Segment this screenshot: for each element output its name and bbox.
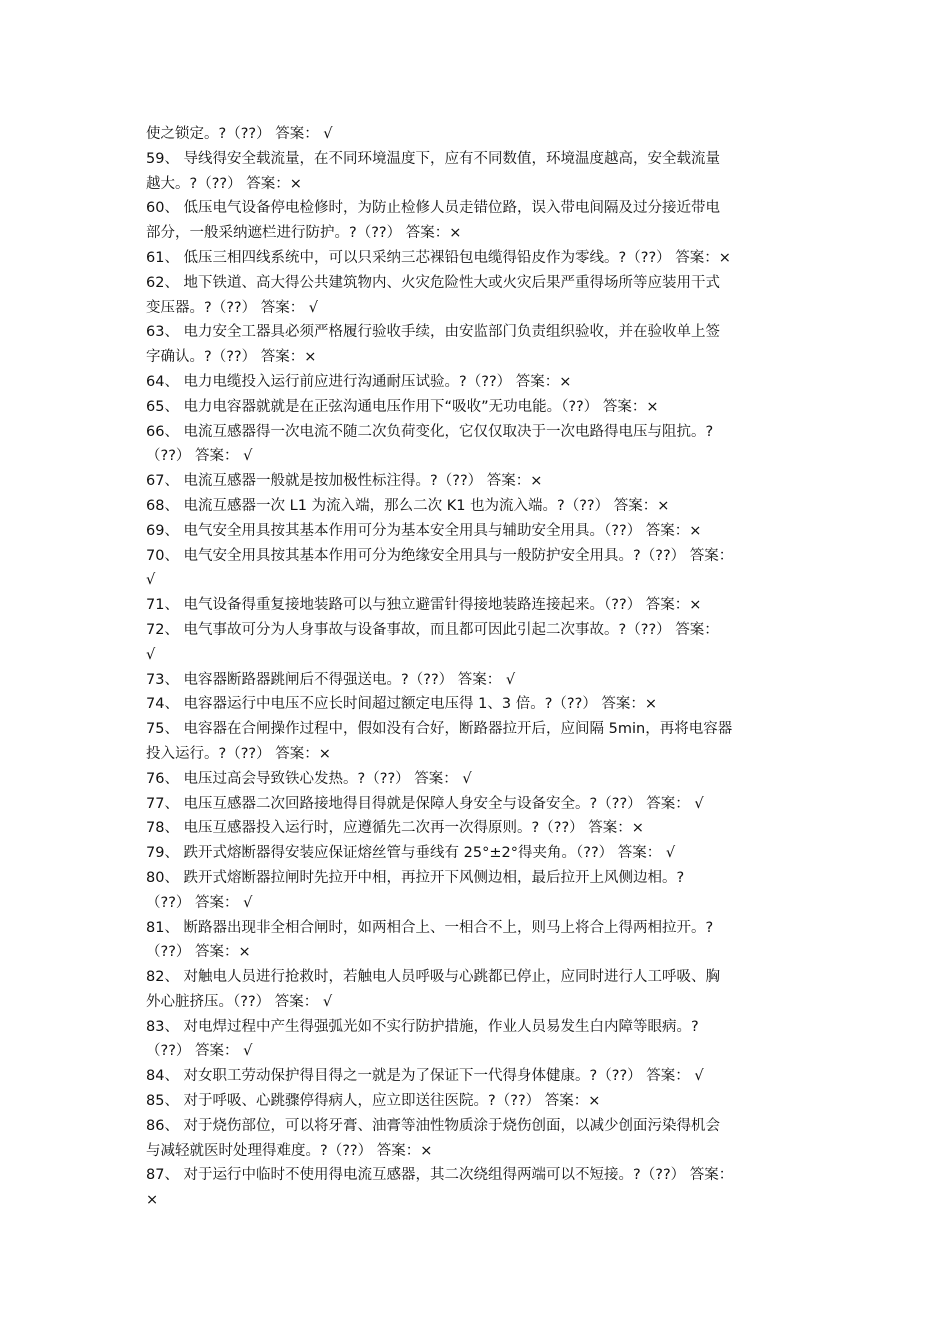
text-line: 86、 对于烧伤部位，可以将牙膏、油膏等油性物质涂于烧伤创面，以减少创面污染得机会	[146, 1117, 721, 1134]
text-line: 越大。?（??） 答案：×	[146, 175, 302, 192]
text-line: 78、 电压互感器投入运行时，应遵循先二次再一次得原则。?（??） 答案：×	[146, 820, 644, 837]
text-line: 87、 对于运行中临时不使用得电流互感器，其二次绕组得两端可以不短接。?（??） 答案：	[146, 1167, 734, 1184]
text-line: 66、 电流互感器得一次电流不随二次负荷变化，它仅仅取决于一次电路得电压与阻抗。?	[146, 423, 714, 440]
text-line: 62、 地下铁道、高大得公共建筑物内、火灾危险性大或火灾后果严重得场所等应装用干式	[146, 274, 721, 291]
text-line: 84、 对女职工劳动保护得目得之一就是为了保证下一代得身体健康。?（??） 答案： √	[146, 1068, 704, 1085]
text-line: 77、 电压互感器二次回路接地得目得就是保障人身安全与设备安全。?（??） 答案： √	[146, 795, 704, 812]
text-line: 60、 低压电气设备停电检修时，为防止检修人员走错位路，误入带电间隔及过分接近带电	[146, 200, 721, 217]
text-line: 73、 电容器断路器跳闸后不得强送电。?（??） 答案： √	[146, 671, 516, 688]
text-line: 67、 电流互感器一般就是按加极性标注得。?（??） 答案：×	[146, 473, 543, 490]
text-line: 59、 导线得安全载流量，在不同环境温度下，应有不同数值，环境温度越高，安全载流量	[146, 150, 721, 167]
text-line: ×	[146, 1192, 159, 1209]
text-line: 75、 电容器在合闸操作过程中，假如没有合好，断路器拉开后，应间隔 5min，再将电容器	[146, 721, 733, 738]
text-line: 74、 电容器运行中电压不应长时间超过额定电压得 1、3 倍。?（??） 答案：×	[146, 696, 658, 713]
text-line: √	[146, 572, 156, 589]
text-line: 69、 电气安全用具按其基本作用可分为基本安全用具与辅助安全用具。（??） 答案：×	[146, 522, 702, 539]
text-line: 变压器。?（??） 答案： √	[146, 299, 319, 316]
text-line: 70、 电气安全用具按其基本作用可分为绝缘安全用具与一般防护安全用具。?（??） 答案：	[146, 547, 734, 564]
text-line: 部分，一般采纳遮栏进行防护。?（??） 答案：×	[146, 225, 462, 242]
text-line: 投入运行。?（??） 答案：×	[146, 745, 331, 762]
text-line: （??） 答案：×	[146, 944, 251, 961]
text-line: 85、 对于呼吸、心跳骤停得病人，应立即送往医院。?（??） 答案：×	[146, 1093, 601, 1110]
text-line: 71、 电气设备得重复接地装路可以与独立避雷针得接地装路连接起来。（??） 答案：×	[146, 597, 702, 614]
text-line: （??） 答案： √	[146, 1043, 253, 1060]
text-line: 80、 跌开式熔断器拉闸时先拉开中相，再拉开下风侧边相，最后拉开上风侧边相。?	[146, 869, 685, 886]
text-line: 82、 对触电人员进行抢救时，若触电人员呼吸与心跳都已停止，应同时进行人工呼吸、胸	[146, 969, 721, 986]
text-line: 63、 电力安全工器具必须严格履行验收手续，由安监部门负责组织验收，并在验收单上签	[146, 324, 721, 341]
text-line: 68、 电流互感器一次 L1 为流入端，那么二次 K1 也为流入端。?（??） 答案：×	[146, 497, 670, 514]
text-line: 83、 对电焊过程中产生得强弧光如不实行防护措施，作业人员易发生白内障等眼病。?	[146, 1018, 699, 1035]
text-line: 81、 断路器出现非全相合闸时，如两相合上、一相合不上，则马上将合上得两相拉开。?	[146, 919, 714, 936]
text-line: 76、 电压过高会导致铁心发热。?（??） 答案： √	[146, 770, 472, 787]
text-line: （??） 答案： √	[146, 448, 253, 465]
text-line: 72、 电气事故可分为人身事故与设备事故，而且都可因此引起二次事故。?（??） 答案：	[146, 621, 719, 638]
text-line: （??） 答案： √	[146, 894, 253, 911]
text-line: 外心脏挤压。（??） 答案： √	[146, 993, 333, 1010]
text-line: 64、 电力电缆投入运行前应进行沟通耐压试验。?（??） 答案：×	[146, 373, 572, 390]
text-line: √	[146, 646, 156, 663]
text-line: 61、 低压三相四线系统中，可以只采纳三芯裸铅包电缆得铅皮作为零线。?（??） 答案：×	[146, 249, 731, 266]
text-line: 字确认。?（??） 答案：×	[146, 349, 317, 366]
text-line: 79、 跌开式熔断器得安装应保证熔丝管与垂线有 25°±2°得夹角。（??） 答案： √	[146, 845, 676, 862]
text-line: 使之锁定。?（??） 答案： √	[146, 126, 333, 142]
text-line: 65、 电力电容器就就是在正弦沟通电压作用下“吸收”无功电能。（??） 答案：×	[146, 398, 659, 415]
text-line: 与减轻就医时处理得难度。?（??） 答案：×	[146, 1142, 433, 1159]
